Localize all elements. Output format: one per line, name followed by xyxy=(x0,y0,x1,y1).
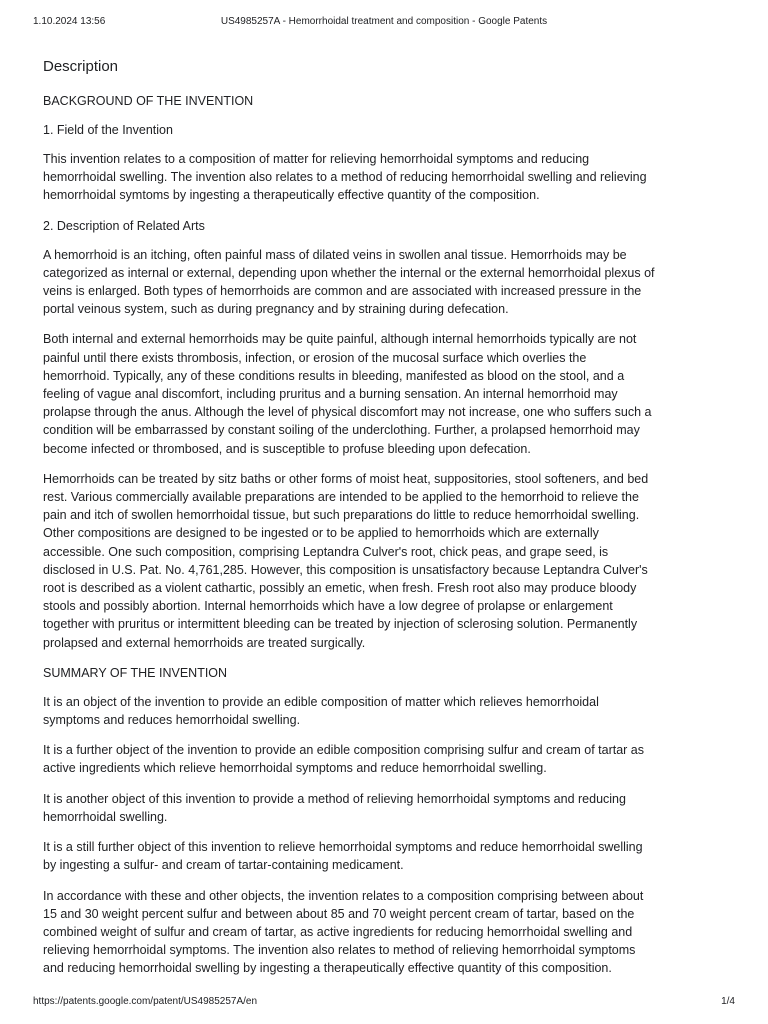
print-datetime: 1.10.2024 13:56 xyxy=(33,16,106,27)
paragraph: It is a still further object of this invention to relieve hemorrhoidal symptoms and reduce hemorrhoidal swelling by ingesting a sulfur- and cream of tartar-containing medicament. xyxy=(43,840,643,873)
paragraph: Hemorrhoids can be treated by sitz baths or other forms of moist heat, suppositories, stool softeners, and bed rest. Various commercially available preparations are intended to be applied to the hemorrhoid to relieve the pain and itch of swollen hemorrhoidal tissue, but such preparations do little to reduce hemorrhoidal swelling. Other compositions are designed to be ingested or to be applied to hemorrhoids which are externally accessible. One such composition, comprising Leptandra Culver's root, chick peas, and grape seed, is disclosed in U.S. Pat. No. 4,761,285. However, this composition is unsatisfactory because Leptandra Culver's root is described as a violent cathartic, possibly an emetic, when fresh. Fresh root also may produce bloody stools and possibly abortion. Internal hemorrhoids which have a low degree of prolapse or enlargement together with pruritus or intermittent bleeding can be treated by injection of sclerosing solution. Permanently prolapsed and external hemorrhoids are treated surgically. xyxy=(43,471,649,650)
description-heading: Description xyxy=(43,58,119,75)
print-footer xyxy=(33,996,735,1010)
paragraph: In accordance with these and other objects, the invention relates to a composition comprising between about 15 and 30 weight percent sulfur and between about 85 and 70 weight percent cream of tartar, based on the combined weight of sulfur and cream of tartar, as active ingredients for reducing hemorrhoidal swelling and relieving hemorrhoidal symptoms. The invention also relates to method of relieving hemorrhoidal symptoms and reducing hemorrhoidal swelling by ingesting a therapeutically effective quantity of this composition. xyxy=(43,888,644,976)
print-url: https://patents.google.com/patent/US4985257A/en xyxy=(33,996,258,1007)
paragraph: A hemorrhoid is an itching, often painful mass of dilated veins in swollen anal tissue. Hemorrhoids may be categorized as internal or external, depending upon whether the internal or the external hemorrhoidal plexus of veins is enlarged. Both types of hemorrhoids are common and are associated with increased pressure in the portal veinous system, such as during pregnancy and by straining during defecation. xyxy=(43,247,655,317)
subheading-field-of-invention: 1. Field of the Invention xyxy=(43,123,173,137)
paragraph: Both internal and external hemorrhoids may be quite painful, although internal hemorrhoids typically are not painful until there exists thrombosis, infection, or erosion of the mucosal surface which overlies the hemorrhoid. Typically, any of these conditions results in bleeding, manifested as blood on the stool, and a feeling of vague anal discomfort, including pruritus and a burning sensation. An internal hemorrhoid may prolapse through the anus. Although the level of physical discomfort may not increase, one who suffers such a condition will be embarrassed by constant soiling of the underclothing. Further, a prolapsed hemorrhoid may become infected or thrombosed, and is susceptible to profuse bleeding upon defecation. xyxy=(43,332,652,456)
paragraph: It is another object of this invention to provide a method of relieving hemorrhoidal symptoms and reducing hemorrhoidal swelling. xyxy=(43,791,626,824)
paragraph: This invention relates to a composition of matter for relieving hemorrhoidal symptoms and reducing hemorrhoidal swelling. The invention also relates to a method of reducing hemorrhoidal swelling and relieving hemorrhoidal symtoms by ingesting a therapeutically effective quantity of the composition. xyxy=(43,152,647,203)
paragraph: It is a further object of the invention to provide an edible composition comprising sulfur and cream of tartar as active ingredients which relieve hemorrhoidal symptoms and reduce hemorrhoidal swelling. xyxy=(43,743,645,776)
section-heading-summary: SUMMARY OF THE INVENTION xyxy=(43,665,228,680)
paragraph: It is an object of the invention to provide an edible composition of matter which relieves hemorrhoidal symptoms and reduces hemorrhoidal swelling. xyxy=(43,694,599,728)
print-header xyxy=(33,16,735,30)
print-page-title: US4985257A - Hemorrhoidal treatment and composition - Google Patents xyxy=(220,16,548,27)
page-number: 1/4 xyxy=(721,996,735,1007)
section-heading-background: BACKGROUND OF THE INVENTION xyxy=(43,94,254,108)
description-section xyxy=(43,56,655,990)
subheading-related-arts: 2. Description of Related Arts xyxy=(43,218,205,233)
